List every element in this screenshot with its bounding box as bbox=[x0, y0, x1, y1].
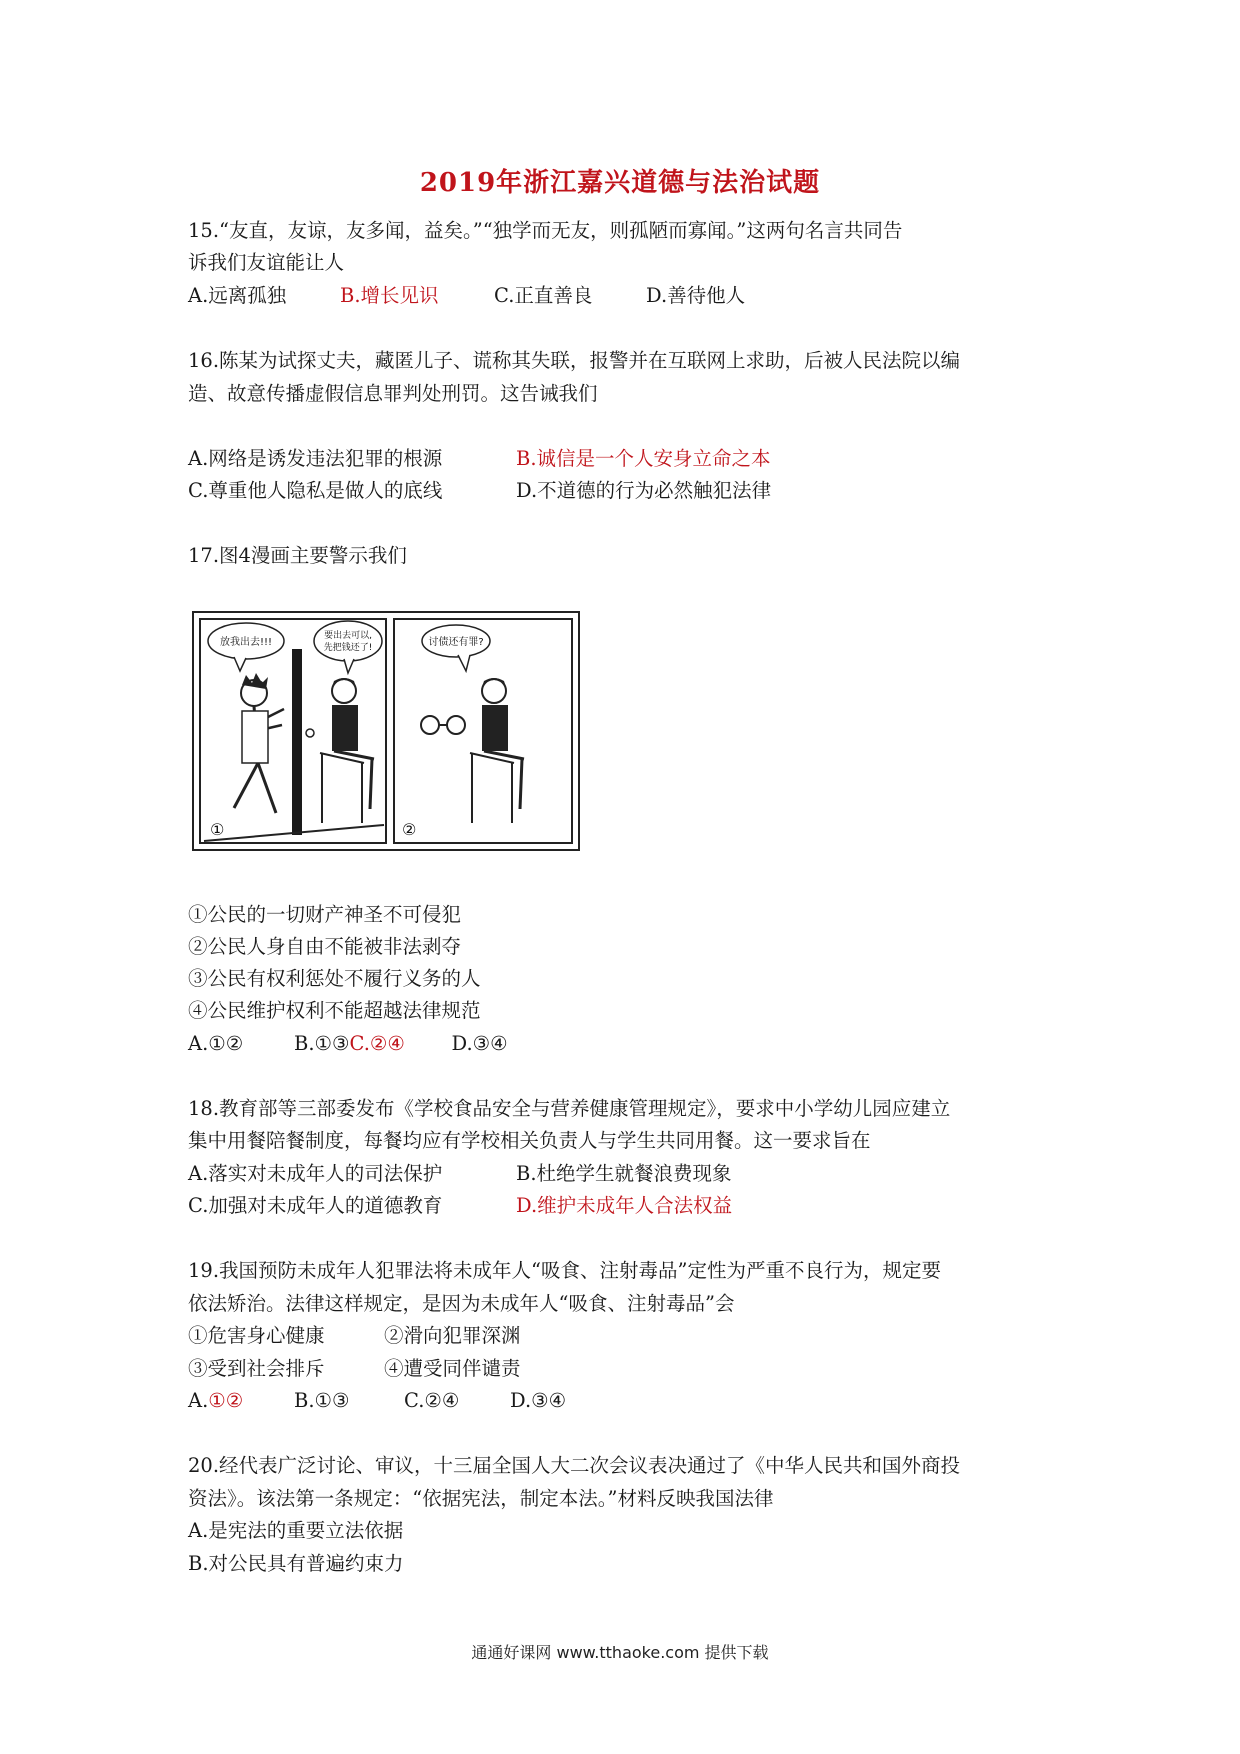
q20-option-a: A.是宪法的重要立法依据 bbox=[188, 1519, 404, 1542]
bubble-3-text: 讨债还有罪? bbox=[428, 637, 484, 648]
q19-option-a bbox=[188, 1388, 294, 1414]
q16-options-row2 bbox=[188, 478, 771, 504]
q18-options-row2 bbox=[188, 1193, 732, 1219]
q15-stem-line2: 诉我们友谊能让人 bbox=[188, 251, 345, 274]
panel-2-number: ② bbox=[402, 820, 417, 839]
q18-option-b: B.杜绝学生就餐浪费现象 bbox=[516, 1162, 732, 1185]
handcuffs-icon bbox=[421, 716, 439, 734]
cartoon-figure bbox=[192, 611, 580, 851]
q16-stem-line2: 造、故意传播虚假信息罪判处刑罚。这告诫我们 bbox=[188, 382, 598, 405]
q16-option-c: C.尊重他人隐私是做人的底线 bbox=[188, 479, 443, 502]
q19-statement-4: ④遭受同伴谴责 bbox=[384, 1357, 521, 1380]
q15-stem-line1: 15.“友直，友谅，友多闻，益矣。”“独学而无友，则孤陋而寡闻。”这两句名言共同告 bbox=[188, 219, 903, 242]
q18-option-d-answer: D.维护未成年人合法权益 bbox=[516, 1194, 733, 1217]
bubble-2-text-line1: 要出去可以, bbox=[324, 631, 372, 641]
q17-statement-3: ③公民有权利惩处不履行义务的人 bbox=[188, 967, 481, 990]
page-title: 2019年浙江嘉兴道德与法治试题 bbox=[419, 168, 821, 198]
q17-statement-2: ②公民人身自由不能被非法剥夺 bbox=[188, 935, 462, 958]
q19-option-a-prefix: A. bbox=[188, 1389, 209, 1412]
q16-option-a: A.网络是诱发违法犯罪的根源 bbox=[188, 447, 443, 470]
q15-option-d: D.善待他人 bbox=[646, 284, 746, 307]
q18-stem-line1: 18.教育部等三部委发布《学校食品安全与营养健康管理规定》，要求中小学幼儿园应建立 bbox=[188, 1097, 951, 1120]
q15-option-c: C.正直善良 bbox=[494, 284, 593, 307]
q16-option-b-answer: B.诚信是一个人安身立命之本 bbox=[516, 447, 771, 470]
q17-statement-4: ④公民维护权利不能超越法律规范 bbox=[188, 999, 481, 1022]
q19-stem-line1: 19.我国预防未成年人犯罪法将未成年人“吸食、注射毒品”定性为严重不良行为，规定要 bbox=[188, 1259, 941, 1282]
q18-option-c: C.加强对未成年人的道德教育 bbox=[188, 1194, 443, 1217]
q19-statement-1: ①危害身心健康 bbox=[188, 1324, 325, 1347]
q17-option-d: D.③④ bbox=[451, 1032, 508, 1055]
q20-option-b: B.对公民具有普遍约束力 bbox=[188, 1552, 404, 1575]
q19-options bbox=[188, 1388, 566, 1414]
speech-bubble-icon bbox=[314, 621, 382, 661]
q16-stem-line1: 16.陈某为试探丈夫，藏匿儿子、谎称其失联，报警并在互联网上求助，后被人民法院以编 bbox=[188, 349, 961, 372]
q17-stem: 17.图4漫画主要警示我们 bbox=[188, 544, 407, 567]
door-icon bbox=[292, 649, 302, 835]
panel-1-number: ① bbox=[210, 820, 225, 839]
q18-options-row1 bbox=[188, 1161, 732, 1187]
q15-option-b-answer: B.增长见识 bbox=[340, 284, 439, 307]
q17-options bbox=[188, 1031, 508, 1057]
q17-option-b: B.①③ bbox=[294, 1032, 350, 1055]
page-footer: 通通好课网 www.tthaoke.com 提供下载 bbox=[471, 1643, 769, 1662]
q19-statements-row1 bbox=[188, 1323, 521, 1349]
q16-options-row1 bbox=[188, 446, 771, 472]
q15-options bbox=[188, 283, 745, 309]
q17-option-a: A.①② bbox=[188, 1032, 244, 1055]
q19-statements-row2 bbox=[188, 1356, 521, 1382]
q15-option-a: A.远离孤独 bbox=[188, 284, 287, 307]
q18-option-a: A.落实对未成年人的司法保护 bbox=[188, 1162, 443, 1185]
q19-stem-line2: 依法矫治。法律这样规定，是因为未成年人“吸食、注射毒品”会 bbox=[188, 1292, 735, 1315]
q18-stem-line2: 集中用餐陪餐制度，每餐均应有学校相关负责人与学生共同用餐。这一要求旨在 bbox=[188, 1129, 871, 1152]
q19-option-d: D.③④ bbox=[510, 1389, 567, 1412]
q17-option-c-answer: C.②④ bbox=[349, 1032, 405, 1055]
q19-statement-3: ③受到社会排斥 bbox=[188, 1357, 325, 1380]
q20-stem-line2: 资法》。该法第一条规定：“依据宪法，制定本法。”材料反映我国法律 bbox=[188, 1487, 774, 1510]
lock-icon bbox=[306, 729, 314, 737]
q19-option-c: C.②④ bbox=[404, 1389, 460, 1412]
q16-option-d: D.不道德的行为必然触犯法律 bbox=[516, 479, 772, 502]
q17-statement-1: ①公民的一切财产神圣不可侵犯 bbox=[188, 903, 462, 926]
q19-option-b: B.①③ bbox=[294, 1389, 350, 1412]
q19-option-a-answer: ①② bbox=[208, 1389, 244, 1412]
bubble-1-text: 放我出去!!! bbox=[219, 637, 273, 648]
bubble-2-text-line2: 先把钱还了! bbox=[323, 643, 373, 653]
q20-stem-line1: 20.经代表广泛讨论、审议，十三届全国人大二次会议表决通过了《中华人民共和国外商投 bbox=[188, 1454, 961, 1477]
q19-statement-2: ②滑向犯罪深渊 bbox=[384, 1324, 521, 1347]
